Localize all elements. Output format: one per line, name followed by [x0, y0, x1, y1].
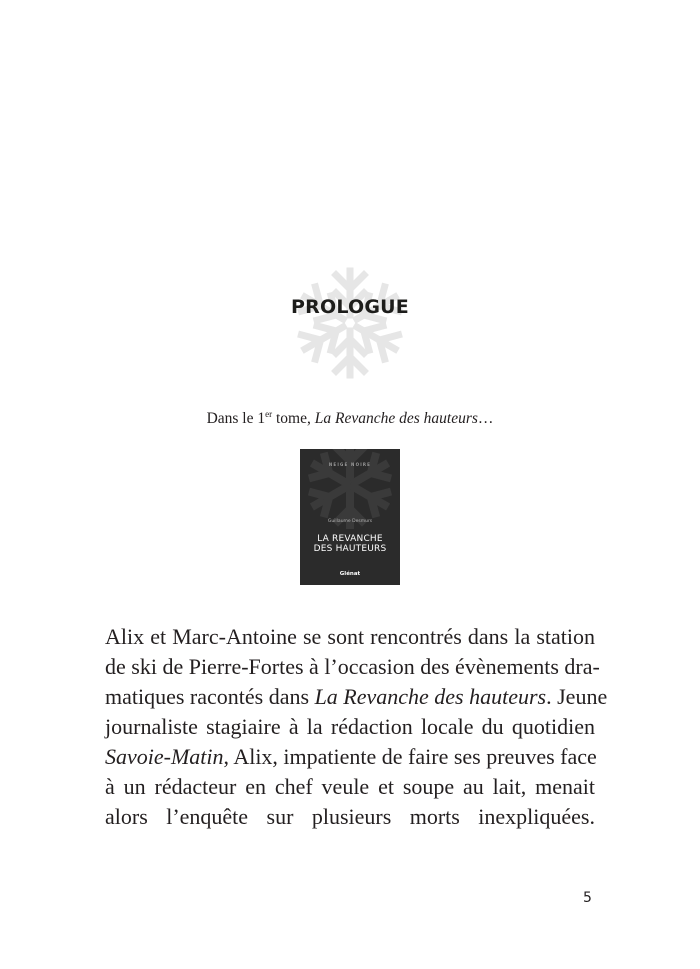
intro-book-title: La Revanche des hauteurs — [314, 410, 478, 427]
intro-suffix: … — [477, 410, 494, 427]
cover-title — [300, 534, 400, 554]
snowflake-icon — [290, 263, 410, 383]
body-line — [105, 742, 595, 772]
body-line: journaliste stagiaire à la rédaction locale du quotidien — [105, 714, 595, 739]
intro-line — [0, 410, 700, 428]
body-line: de ski de Pierre-Fortes à l’occasion des évènements dra- — [105, 654, 600, 679]
cover-publisher-logo: Glénat — [339, 571, 361, 577]
body-line: alors l’enquête sur plusieurs morts inexpliquées. — [105, 804, 595, 829]
body-line: Alix et Marc-Antoine se sont rencontrés dans la station — [105, 624, 595, 649]
page-number: 5 — [583, 890, 592, 906]
cover-title-line-2: DES HAUTEURS — [313, 544, 387, 554]
intro-superscript: er — [265, 409, 273, 419]
body-text-span: , Alix, impatiente de faire ses preuves face — [223, 744, 597, 769]
body-text-span: matiques racontés dans — [105, 684, 315, 709]
cover-title-line-1: LA REVANCHE — [317, 534, 383, 544]
body-book-title: La Revanche des hauteurs — [314, 684, 547, 709]
book-cover — [300, 449, 400, 585]
cover-author: Guillaume Desmurs — [327, 519, 373, 524]
body-line — [105, 682, 608, 712]
prologue-heading: PROLOGUE — [291, 296, 409, 318]
intro-prefix: Dans le 1 — [206, 410, 266, 427]
body-line: à un rédacteur en chef veule et soupe au lait, menait — [105, 774, 595, 799]
body-text-span: . Jeune — [546, 684, 608, 709]
body-paragraph — [105, 622, 608, 832]
intro-middle: tome, — [272, 410, 315, 427]
cover-snowflake-icon — [300, 449, 400, 585]
body-newspaper-name: Savoie-Matin — [105, 744, 224, 769]
cover-series: NEIGE NOIRE — [328, 462, 372, 467]
